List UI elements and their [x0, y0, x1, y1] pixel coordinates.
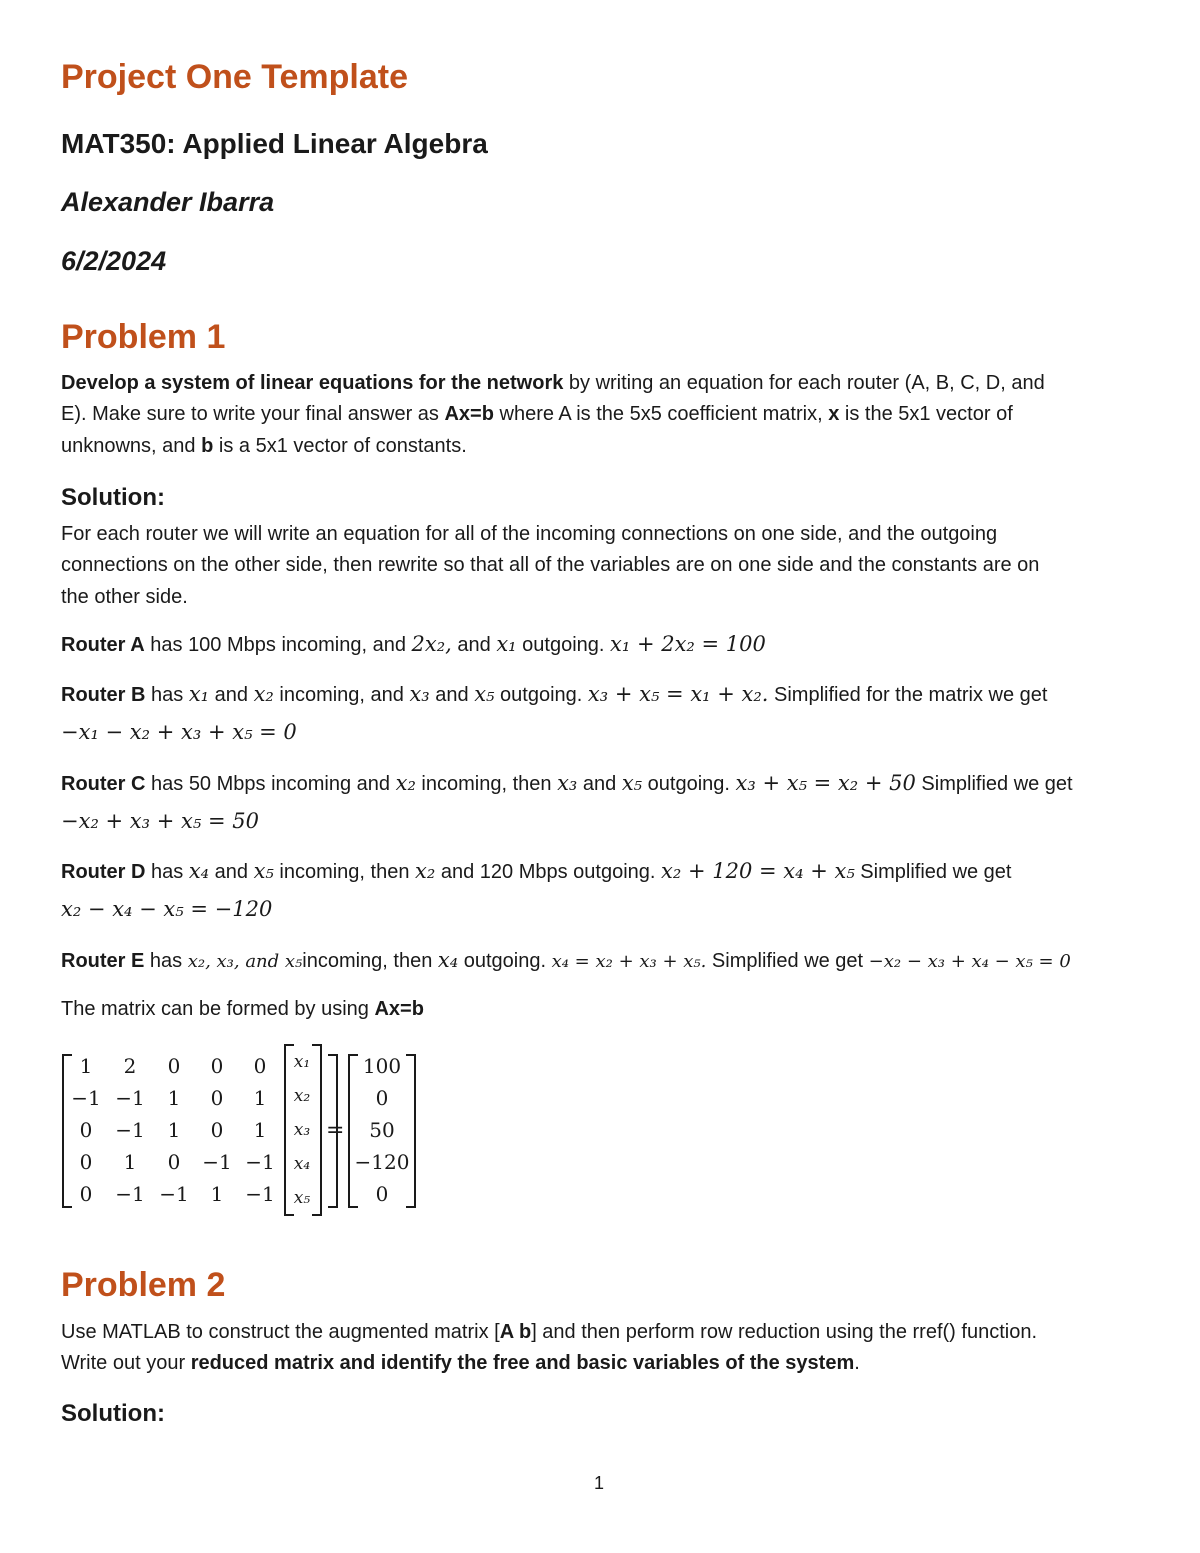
math-inline: x₅: [621, 771, 643, 795]
prompt-text: is the 5x1 vector of: [839, 403, 1013, 425]
matrix-a-cell: 0: [210, 1054, 224, 1078]
math-inline: x₂, x₃, and x₅: [187, 951, 303, 972]
router-a-equation: x₁ + 2x₂ = 100: [610, 632, 766, 656]
matrix-a-cell: 1: [167, 1118, 181, 1142]
page-number: 1: [594, 1473, 605, 1493]
problem-2-solution-label: Solution:: [61, 1400, 165, 1427]
math-inline: x₁: [188, 682, 210, 706]
equals-sign: =: [326, 1118, 345, 1143]
problem-2-heading: Problem 2: [61, 1266, 226, 1304]
matrix-a-cell: 0: [210, 1118, 224, 1142]
math-inline: x₄: [437, 948, 459, 972]
vector-x-entry: x₂: [293, 1086, 311, 1106]
router-text: Simplified we get: [706, 950, 869, 972]
router-text: has 50 Mbps incoming and: [145, 773, 396, 795]
router-e-simplified: −x₂ − x₃ + x₄ − x₅ = 0: [868, 951, 1071, 972]
solution-line-2: connections on the other side, then rewrite so that all of the variables are on one side and the constants are on: [61, 554, 1040, 576]
router-text: Simplified we get: [915, 773, 1073, 795]
prompt-text: .: [854, 1352, 860, 1374]
router-c-simplified: −x₂ + x₃ + x₅ = 50: [61, 809, 259, 833]
problem-1-prompt-line-2: [61, 399, 1013, 430]
matrix-a-cell: −1: [245, 1182, 275, 1206]
document-date: 6/2/2024: [61, 246, 167, 276]
prompt-axb: Ax=b: [444, 403, 494, 425]
router-d-equation: x₂ + 120 = x₄ + x₅: [661, 859, 855, 883]
matrix-a-cell: 0: [210, 1086, 224, 1110]
router-text: and: [451, 634, 497, 656]
problem-1-prompt-line-1: [61, 368, 1045, 399]
vector-x-entry: x₃: [293, 1120, 311, 1140]
router-c-equation: x₃ + x₅ = x₂ + 50: [735, 771, 916, 795]
matrix-a-cell: 0: [253, 1054, 267, 1078]
router-text: Simplified we get: [854, 861, 1012, 883]
router-text: incoming, then: [273, 861, 416, 883]
math-inline: 2x₂,: [411, 632, 452, 656]
router-d-label: Router D: [61, 861, 146, 883]
router-text: and: [577, 773, 622, 795]
prompt-bold: A b: [499, 1321, 532, 1343]
matrix-a-cell: 1: [79, 1054, 93, 1078]
router-text: incoming, then: [415, 773, 558, 795]
vector-b-entry: 50: [369, 1118, 395, 1142]
solution-label: Solution:: [61, 484, 165, 511]
router-d-simplified: x₂ − x₄ − x₅ = −120: [61, 897, 273, 921]
matrix-intro-text: The matrix can be formed by using: [61, 998, 375, 1020]
prompt-text: E). Make sure to write your final answer as: [61, 403, 445, 425]
router-text: outgoing.: [516, 634, 611, 656]
router-text: and 120 Mbps outgoing.: [435, 861, 662, 883]
router-b-label: Router B: [61, 684, 146, 706]
router-text: outgoing.: [494, 684, 588, 706]
router-text: incoming, and: [273, 684, 410, 706]
matrix-a-cell: −1: [71, 1086, 101, 1110]
matrix-a-cell: 1: [167, 1086, 181, 1110]
router-text: and: [209, 861, 254, 883]
prompt-b: b: [201, 435, 214, 457]
router-text: Simplified for the matrix we get: [768, 684, 1048, 706]
prompt-bold: Develop a system of linear equations for the network: [61, 372, 564, 394]
router-text: and: [429, 684, 475, 706]
router-text: has: [145, 861, 189, 883]
prompt-text: is a 5x1 vector of constants.: [213, 435, 467, 457]
matrix-a-cell: 0: [167, 1054, 181, 1078]
matrix-a-cell: −1: [202, 1150, 232, 1174]
matrix-a-cell: −1: [115, 1182, 145, 1206]
router-text: has: [144, 950, 188, 972]
math-inline: x₃: [557, 771, 578, 795]
solution-line-3: the other side.: [61, 586, 188, 608]
solution-line-1: For each router we will write an equation for all of the incoming connections on one side, and the outgoing: [61, 523, 998, 545]
router-a-line: [61, 629, 766, 661]
prompt-text: by writing an equation for each router (A, B, C, D, and: [563, 372, 1045, 394]
problem-2-prompt-line-2: [61, 1348, 860, 1379]
router-b-simplified: −x₁ − x₂ + x₃ + x₅ = 0: [61, 720, 297, 744]
router-e-label: Router E: [61, 950, 145, 972]
matrix-a-cell: 1: [253, 1086, 267, 1110]
vector-x-entry: x₁: [293, 1052, 311, 1072]
vector-x-entry: x₅: [293, 1188, 311, 1208]
matrix-a-cell: −1: [245, 1150, 275, 1174]
prompt-x: x: [828, 403, 840, 425]
problem-1-prompt-line-3: [61, 431, 467, 462]
math-inline: x₁: [496, 632, 517, 656]
math-inline: x₃: [409, 682, 430, 706]
prompt-bold: reduced matrix and identify the free and basic variables of the system: [190, 1352, 855, 1374]
matrix-a-cell: −1: [159, 1182, 189, 1206]
matrix-a-cell: 0: [79, 1150, 93, 1174]
math-inline: x₂: [415, 859, 436, 883]
vector-b-entry: 0: [375, 1086, 389, 1110]
matrix-intro: [61, 994, 424, 1025]
author-name: Alexander Ibarra: [61, 187, 275, 217]
math-inline: x₄: [188, 859, 210, 883]
matrix-a-cell: −1: [115, 1118, 145, 1142]
router-c-line: [61, 768, 1073, 800]
router-text: incoming, then: [302, 950, 438, 972]
vector-x-entry: x₄: [293, 1154, 311, 1174]
math-inline: x₅: [474, 682, 495, 706]
router-d-line: [61, 856, 1012, 888]
prompt-text: where A is the 5x5 coefficient matrix,: [493, 403, 829, 425]
prompt-text: unknowns, and: [61, 435, 202, 457]
router-text: and: [209, 684, 254, 706]
vector-b-entry: 100: [362, 1054, 402, 1078]
matrix-intro-axb: Ax=b: [374, 998, 424, 1020]
matrix-a-cell: 0: [79, 1118, 93, 1142]
prompt-text: Write out your: [61, 1352, 191, 1374]
matrix-a-cell: 0: [167, 1150, 181, 1174]
router-text: has 100 Mbps incoming, and: [144, 634, 412, 656]
document-title: Project One Template: [61, 58, 409, 96]
matrix-a-cell: 1: [123, 1150, 137, 1174]
math-inline: x₂: [395, 771, 416, 795]
router-text: outgoing.: [642, 773, 736, 795]
math-inline: x₂: [253, 682, 274, 706]
course-title: MAT350: Applied Linear Algebra: [61, 128, 488, 159]
problem-1-heading: Problem 1: [61, 318, 226, 356]
router-e-equation: x₄ = x₂ + x₃ + x₅.: [551, 951, 707, 972]
router-b-equation: x₃ + x₅ = x₁ + x₂.: [587, 682, 769, 706]
matrix-a-cell: 2: [123, 1054, 137, 1078]
vector-b-entry: 0: [375, 1182, 389, 1206]
problem-2-prompt-line-1: [61, 1317, 1037, 1348]
vector-b-entry: −120: [354, 1150, 410, 1174]
router-a-label: Router A: [61, 634, 145, 656]
router-e-line: [61, 945, 1071, 977]
prompt-text: ] and then perform row reduction using the rref() function.: [531, 1321, 1037, 1343]
matrix-a-cell: 1: [210, 1182, 224, 1206]
matrix-a-cell: 1: [253, 1118, 267, 1142]
router-text: has: [145, 684, 189, 706]
matrix-equation: [60, 1044, 440, 1214]
prompt-text: Use MATLAB to construct the augmented matrix [: [61, 1321, 500, 1343]
matrix-a-cell: −1: [115, 1086, 145, 1110]
router-b-line: [61, 679, 1047, 711]
router-text: outgoing.: [458, 950, 552, 972]
matrix-a-cell: 0: [79, 1182, 93, 1206]
router-c-label: Router C: [61, 773, 146, 795]
math-inline: x₅: [253, 859, 274, 883]
